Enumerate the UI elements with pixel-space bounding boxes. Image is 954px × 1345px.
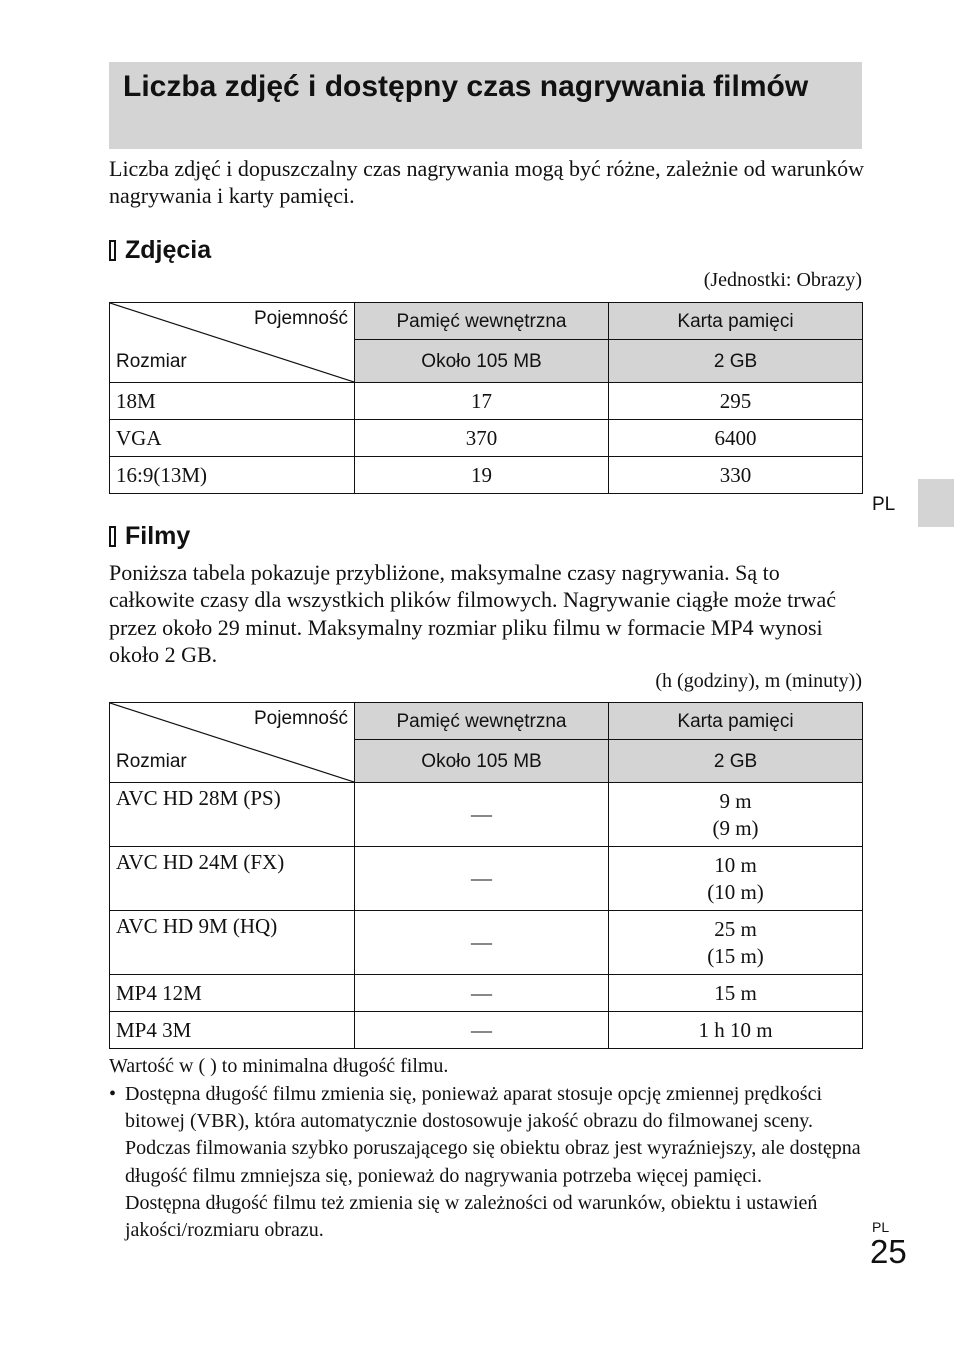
- photos-header-row: [110, 303, 863, 340]
- bullet-paragraph-1: Dostępna długość filmu zmienia się, ponieważ aparat stosuje opcję zmiennej prędkości bitowej (VBR), która automatycznie dostosowuje jakość obrazu do filmowanej sceny. Podczas filmowania szybko poruszającego się obiektu obraz jest wyraźniejszy, ale dostępna długość filmu zmniejsza się, ponieważ do nagrywania potrzeba więcej pamięci.: [125, 1083, 861, 1187]
- internal-capacity: Około 105 MB: [355, 340, 609, 383]
- row-size: AVC HD 9M (HQ): [110, 911, 355, 975]
- bullet-paragraph-2: Dostępna długość filmu też zmienia się w zależności od warunków, obiektu i ustawień jakości/rozmiaru obrazu.: [125, 1191, 818, 1242]
- size-label: Rozmiar: [116, 351, 187, 372]
- photos-units: (Jednostki: Obrazy): [703, 269, 862, 291]
- intro-text: Liczba zdjęć i dopuszczalny czas nagrywania mogą być różne, zależnie od warunków nagrywania i karty pamięci.: [109, 156, 864, 208]
- movies-text: Poniższa tabela pokazuje przybliżone, maksymalne czasy nagrywania. Są to całkowite czasy dla wszystkich plików filmowych. Nagrywanie ciągłe może trwać przez około 29 minut. Maksymalny rozmiar pliku filmu w formacie MP4 wynosi około 2 GB.: [109, 560, 836, 667]
- photos-diagonal-header: [110, 303, 355, 383]
- row-card: [609, 783, 863, 847]
- row-card-total: 10 m: [714, 852, 757, 877]
- row-card: [609, 847, 863, 911]
- table-row: [110, 383, 863, 420]
- row-size: AVC HD 28M (PS): [110, 783, 355, 847]
- row-internal: —: [355, 1012, 609, 1049]
- row-card-min: (15 m): [707, 943, 764, 968]
- square-bullet-icon: [109, 240, 116, 261]
- row-internal: —: [355, 847, 609, 911]
- row-size: 16:9(13M): [110, 457, 355, 494]
- row-card-min: (10 m): [707, 879, 764, 904]
- row-card: 295: [609, 383, 863, 420]
- internal-memory-header: Pamięć wewnętrzna: [355, 703, 609, 740]
- bullet-note: [109, 1081, 869, 1244]
- row-size: AVC HD 24M (FX): [110, 847, 355, 911]
- language-tab: [918, 479, 954, 527]
- movies-units: (h (godziny), m (minuty)): [655, 670, 862, 692]
- bullet-text: [125, 1081, 869, 1244]
- memory-card-header: Karta pamięci: [609, 303, 863, 340]
- movies-heading: [109, 521, 190, 551]
- capacity-label: Pojemność: [254, 708, 348, 729]
- page-number: 25: [870, 1233, 907, 1270]
- row-size: 18M: [110, 383, 355, 420]
- page-title: Liczba zdjęć i dostępny czas nagrywania filmów: [123, 70, 809, 103]
- row-card-total: 25 m: [714, 916, 757, 941]
- row-internal: 19: [355, 457, 609, 494]
- row-internal: —: [355, 783, 609, 847]
- row-size: VGA: [110, 420, 355, 457]
- movies-heading-text: Filmy: [125, 522, 191, 550]
- card-capacity: 2 GB: [609, 740, 863, 783]
- photos-table: [109, 302, 863, 494]
- table-row: [110, 420, 863, 457]
- table-row: [110, 783, 863, 847]
- photos-heading-text: Zdjęcia: [125, 236, 212, 264]
- table-row: [110, 847, 863, 911]
- row-size: MP4 3M: [110, 1012, 355, 1049]
- size-label: Rozmiar: [116, 751, 187, 772]
- row-card: 6400: [609, 420, 863, 457]
- row-size: MP4 12M: [110, 975, 355, 1012]
- table-row: [110, 911, 863, 975]
- photos-heading: [109, 235, 211, 265]
- bullet-row: [109, 1081, 869, 1244]
- row-card: 15 m: [609, 975, 863, 1012]
- card-capacity: 2 GB: [609, 340, 863, 383]
- row-card: 1 h 10 m: [609, 1012, 863, 1049]
- row-card-min: (9 m): [712, 815, 759, 840]
- internal-capacity: Około 105 MB: [355, 740, 609, 783]
- capacity-label: Pojemność: [254, 308, 348, 329]
- movies-diagonal-header: [110, 703, 355, 783]
- row-card: 330: [609, 457, 863, 494]
- memory-card-header: Karta pamięci: [609, 703, 863, 740]
- page-language: PL: [872, 1219, 890, 1235]
- square-bullet-icon: [109, 526, 116, 547]
- table-row: [110, 457, 863, 494]
- row-card-total: 9 m: [719, 788, 752, 813]
- row-internal: 17: [355, 383, 609, 420]
- movies-table: [109, 702, 863, 1049]
- bullet-dot: •: [109, 1083, 117, 1105]
- table-row: [110, 1012, 863, 1049]
- movies-header-row: [110, 703, 863, 740]
- row-internal: —: [355, 911, 609, 975]
- min-length-note: Wartość w ( ) to minimalna długość filmu.: [109, 1055, 449, 1077]
- row-internal: —: [355, 975, 609, 1012]
- row-card: [609, 911, 863, 975]
- table-row: [110, 975, 863, 1012]
- title-box: [109, 62, 862, 149]
- internal-memory-header: Pamięć wewnętrzna: [355, 303, 609, 340]
- language-tab-label: PL: [872, 494, 896, 515]
- row-internal: 370: [355, 420, 609, 457]
